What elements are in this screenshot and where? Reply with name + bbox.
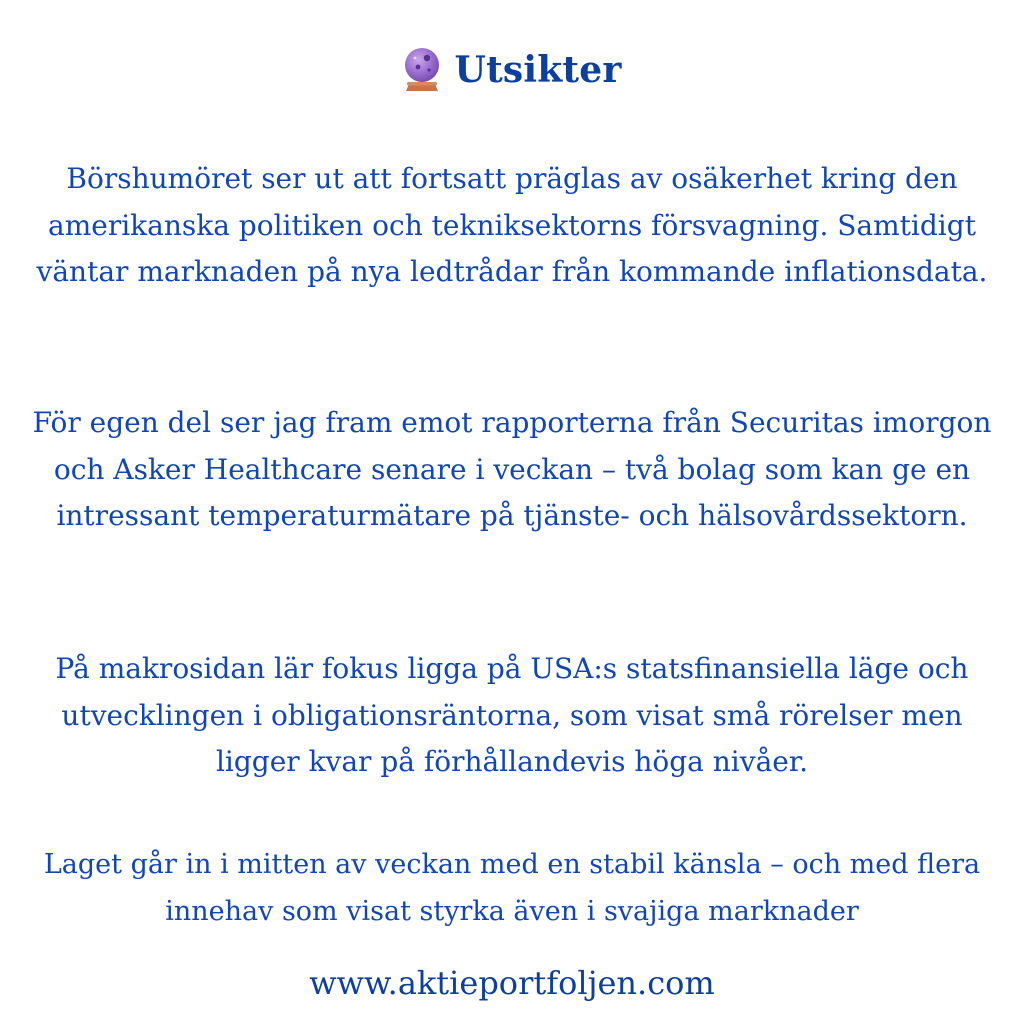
paragraph-macro: På makrosidan lär fokus ligga på USA:s statsfinansiella läge och utvecklingen i obligationsräntorna, som visat små rörelser men ligger kvar på förhållandevis höga nivåer.	[55, 652, 969, 778]
page-title: Utsikter	[454, 49, 622, 91]
paragraph-reports: För egen del ser jag fram emot rapporterna från Securitas imorgon och Asker Healthcare senare i veckan – två bolag som kan ge en intressant temperaturmätare på tjänste- och hälsovårdssektorn.	[32, 406, 992, 532]
website-url: www.aktieportfoljen.com	[309, 964, 715, 1002]
header	[0, 46, 1024, 94]
paragraph-market-mood: Börshumöret ser ut att fortsatt präglas av osäkerhet kring den amerikanska politiken och tekniksektorns försvagning. Samtidigt väntar marknaden på nya ledtrådar från kommande inflationsdata.	[36, 162, 988, 288]
crystal-ball-icon	[402, 46, 442, 94]
paragraph-week-summary: Laget går in i mitten av veckan med en stabil känsla – och med flera innehav som visat styrka även i svajiga marknader	[43, 849, 981, 927]
